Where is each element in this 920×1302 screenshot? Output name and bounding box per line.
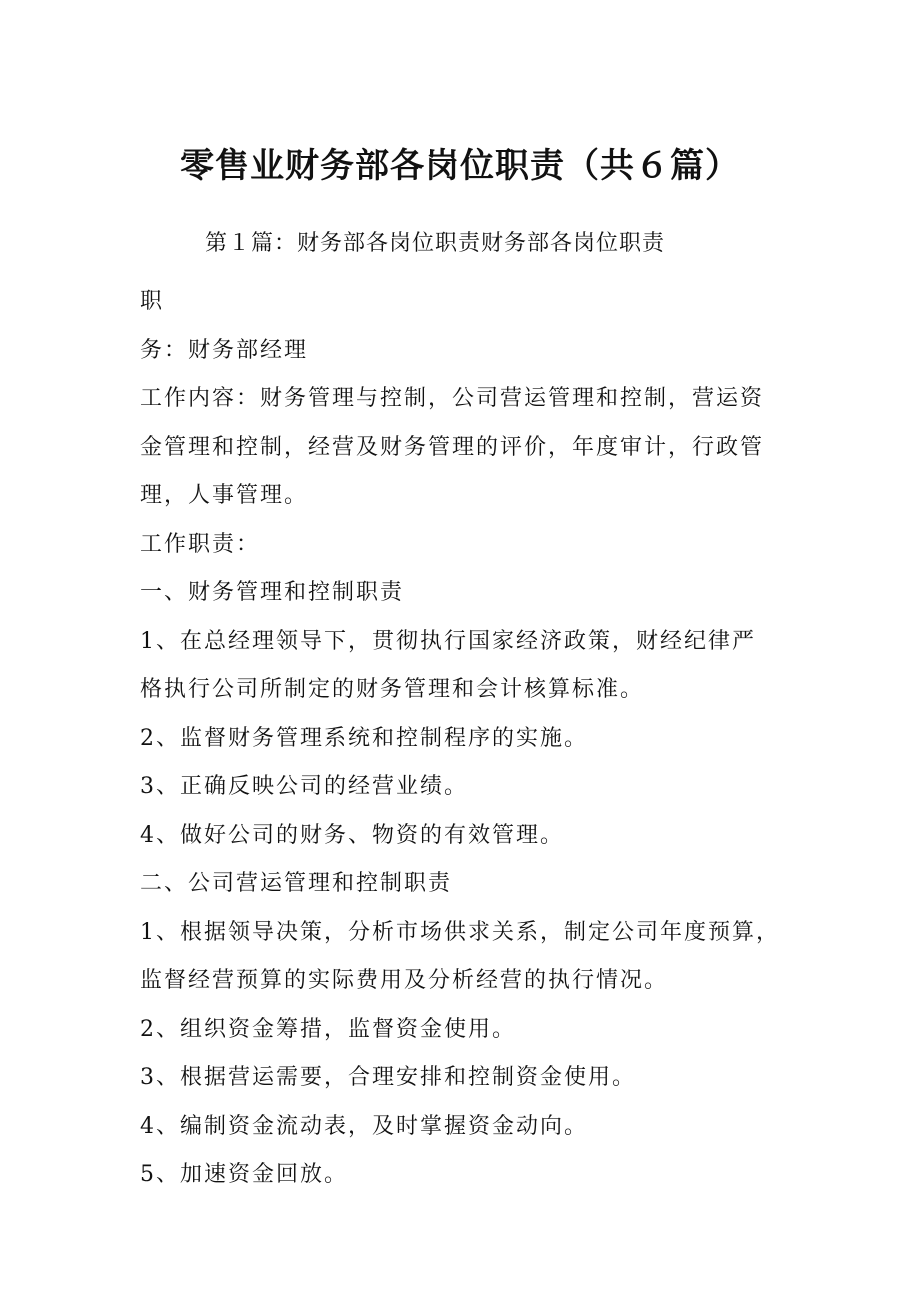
body-line: 5、加速资金回放。 [140, 1162, 348, 1187]
body-line: 2、组织资金筹措，监督资金使用。 [140, 1016, 516, 1042]
body-line: 4、编制资金流动表，及时掌握资金动向。 [140, 1113, 588, 1139]
body-line: 职 [140, 289, 165, 314]
body-line: 理，人事管理。 [140, 483, 309, 508]
body-line: 一、财务管理和控制职责 [140, 580, 405, 605]
body-line: 务：财务部经理 [140, 337, 309, 363]
section-heading: 第１篇：财务部各岗位职责财务部各岗位职责 [205, 231, 666, 256]
body-line: 工作内容：财务管理与控制，公司营运管理和控制，营运资 [140, 386, 765, 411]
body-line: 2、监督财务管理系统和控制程序的实施。 [140, 725, 588, 751]
body-line: 1、根据领导决策，分析市场供求关系，制定公司年度预算， [140, 919, 780, 945]
body-line: 格执行公司所制定的财务管理和会计核算标准。 [140, 677, 645, 702]
body-line: 1、在总经理领导下，贯彻执行国家经济政策，财经纪律严 [140, 628, 756, 654]
body-line: 3、正确反映公司的经营业绩。 [140, 774, 468, 799]
document-title: 零售业财务部各岗位职责（共６篇） [180, 146, 740, 186]
body-line: 监督经营预算的实际费用及分析经营的执行情况。 [140, 968, 669, 993]
document-body [140, 278, 796, 1200]
body-line: 3、根据营运需要，合理安排和控制资金使用。 [140, 1065, 636, 1090]
body-line: 4、做好公司的财务、物资的有效管理。 [140, 822, 564, 848]
body-line: 工作职责： [140, 531, 261, 557]
body-line: 二、公司营运管理和控制职责 [140, 871, 453, 896]
body-line: 金管理和控制，经营及财务管理的评价，年度审计，行政管 [140, 434, 765, 460]
